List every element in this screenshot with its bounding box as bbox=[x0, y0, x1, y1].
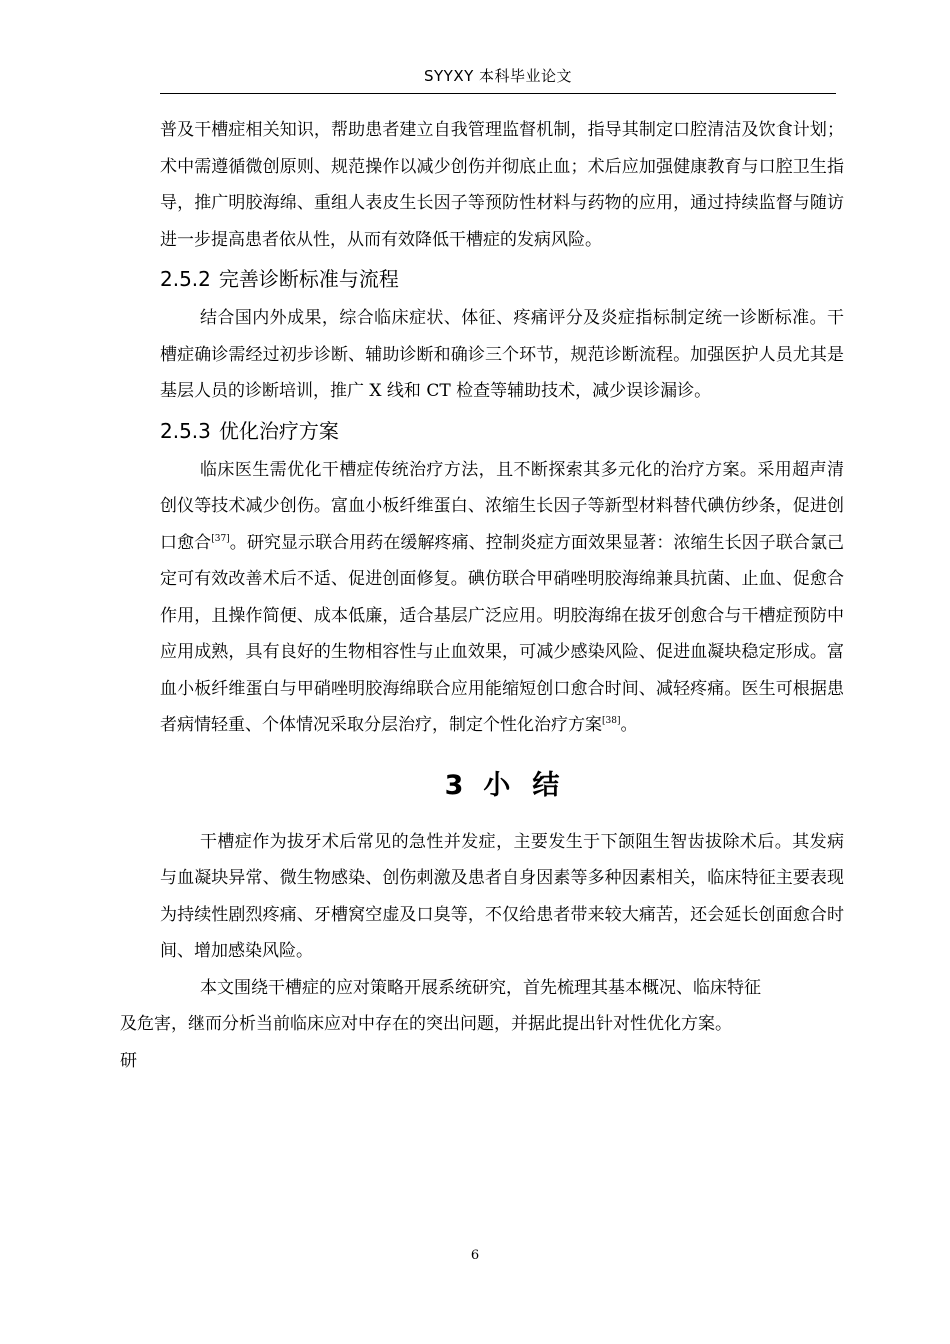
text-run: 临床医生需优化干槽症传统治疗方法，且不断探索其多元化的治疗方案。采用超声清创仪等技术减少创伤。富血小板纤维蛋白、浓缩生长因子等新型材料替代碘仿纱条，促进创口愈合 bbox=[160, 459, 844, 553]
text-run: 。研究显示联合用药在缓解疼痛、控制炎症方面效果显著：浓缩生长因子联合氯己定可有效改善术后不适、促进创面修复。碘仿联合甲硝唑明胶海绵兼具抗菌、止血、促愈合作用，且操作简便、成本低廉，适合基层广泛应用。明胶海绵在拔牙创愈合与干槽症预防中应用成熟，具有良好的生物相容性与止血效果，可减少感染风险、促进血凝块稳定形成。富血小板纤维蛋白与甲硝唑明胶海绵联合应用能缩短创口愈合时间、减轻疼痛。医生可根据患者病情轻重、个体情况采取分层治疗，制定个性化治疗方案 bbox=[160, 532, 845, 735]
section-title: 完善诊断标准与流程 bbox=[218, 267, 399, 291]
section-heading-2-5-3 bbox=[160, 410, 844, 452]
paragraph-summary-2 bbox=[120, 970, 844, 1080]
chapter-title-char: 结 bbox=[532, 769, 560, 801]
running-header: SYYXY 本科毕业论文 bbox=[423, 67, 573, 85]
text-run: 。 bbox=[620, 715, 638, 735]
page-number: 6 bbox=[470, 1248, 480, 1263]
text-line: 及危害，继而分析当前临床应对中存在的突出问题，并据此提出针对性优化方案。 bbox=[120, 1014, 732, 1034]
paragraph-summary-1: 干槽症作为拔牙术后常见的急性并发症，主要发生于下颌阻生智齿拔除术后。其发病与血凝块异常、微生物感染、创伤刺激及患者自身因素等多种因素相关，临床特征主要表现为持续性剧烈疼痛、牙槽窝空虚及口臭等，不仅给患者带来较大痛苦，还会延长创面愈合时间、增加感染风险。 bbox=[160, 831, 844, 961]
paragraph-diagnosis: 结合国内外成果，综合临床症状、体征、疼痛评分及炎症指标制定统一诊断标准。干槽症确诊需经过初步诊断、辅助诊断和确诊三个环节，规范诊断流程。加强医护人员尤其是基层人员的诊断培训，推广 X 线和 CT 检查等辅助技术，减少误诊漏诊。 bbox=[160, 308, 844, 401]
citation-38: [38] bbox=[602, 716, 621, 726]
page-body bbox=[120, 112, 845, 1079]
continued-paragraph: 普及干槽症相关知识，帮助患者建立自我管理监督机制，指导其制定口腔清洁及饮食计划；术中需遵循微创原则、规范操作以减少创伤并彻底止血；术后应加强健康教育与口腔卫生指导，推广明胶海绵、重组人表皮生长因子等预防性材料与药物的应用，通过持续监督与随访进一步提高患者依从性，从而有效降低干槽症的发病风险。 bbox=[160, 120, 844, 250]
chapter-title-char: 小 bbox=[483, 769, 511, 801]
text-line: 本文围绕干槽症的应对策略开展系统研究，首先梳理其基本概况、临床特征 bbox=[200, 977, 761, 998]
chapter-heading-3 bbox=[160, 766, 844, 806]
paragraph-treatment bbox=[160, 452, 844, 744]
section-title: 优化治疗方案 bbox=[218, 418, 339, 443]
citation-37: [37] bbox=[211, 533, 230, 544]
header-rule bbox=[160, 93, 836, 94]
chapter-number: 3 bbox=[444, 769, 464, 801]
text-line: 研 bbox=[120, 1050, 137, 1071]
section-number: 2.5.2 bbox=[160, 267, 211, 291]
section-heading-2-5-2 bbox=[160, 258, 844, 300]
section-number: 2.5.3 bbox=[160, 418, 211, 443]
